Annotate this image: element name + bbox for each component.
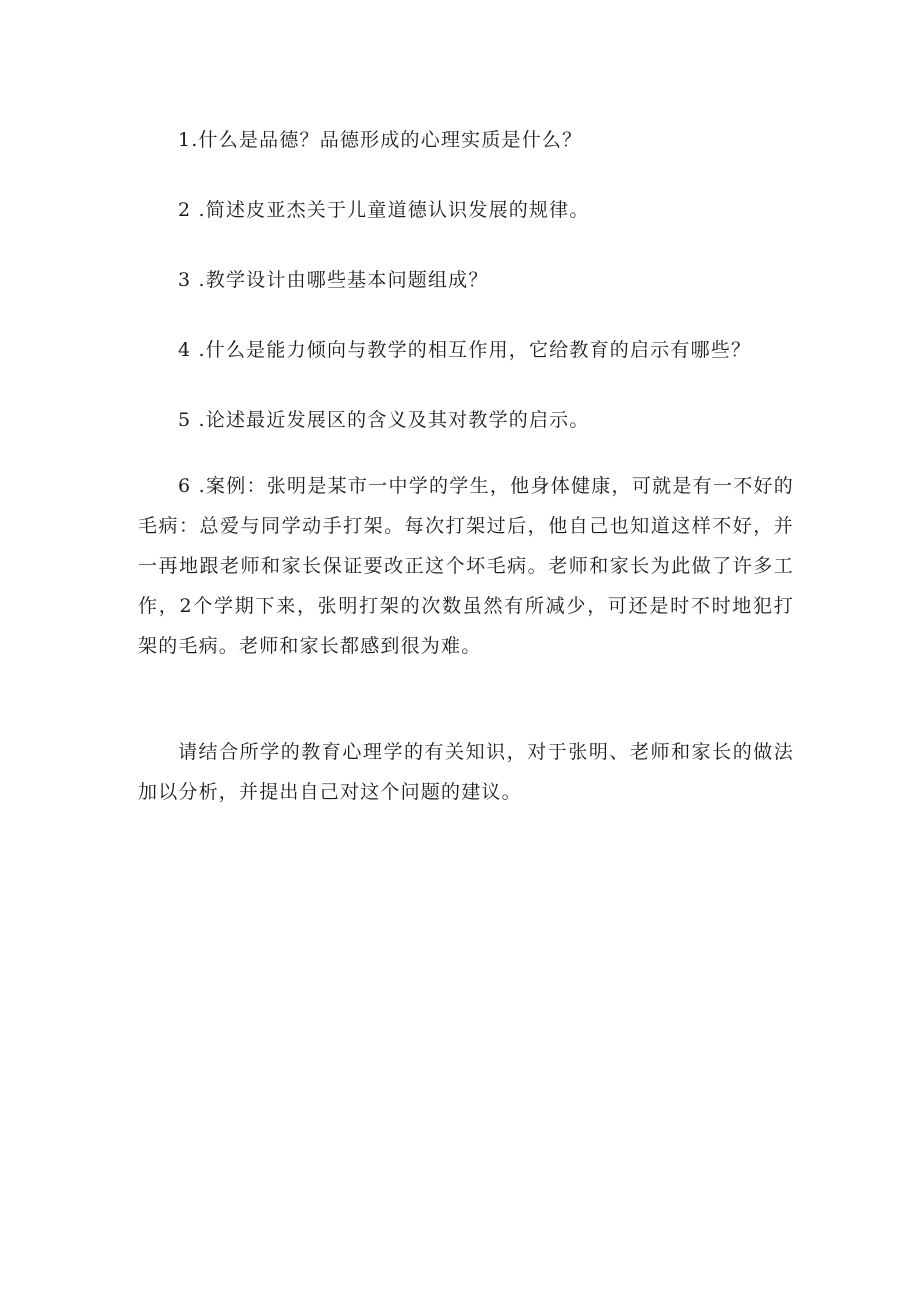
- question-3: 3 .教学设计由哪些基本问题组成？: [178, 269, 489, 291]
- question-4: 4 .什么是能力倾向与教学的相互作用，它给教育的启示有哪些？: [178, 339, 752, 361]
- case-study-paragraph: 6 .案例：张明是某市一中学的学生，他身体健康，可就是有一不好的毛病：总爱与同学动手打架。每次打架过后，他自己也知道这样不好，并一再地跟老师和家长保证要改正这个坏毛病。老师和家长为此做了许多工作，2个学期下来，张明打架的次数虽然有所减少，可还是时不时地犯打架的毛病。老师和家长都感到很为难。: [138, 475, 794, 657]
- analysis-prompt-paragraph: 请结合所学的教育心理学的有关知识，对于张明、老师和家长的做法加以分析，并提出自己对这个问题的建议。: [138, 741, 794, 803]
- question-1: 1.什么是品德？品德形成的心理实质是什么？: [178, 129, 583, 151]
- question-2: 2 .简述皮亚杰关于儿童道德认识发展的规律。: [178, 199, 590, 221]
- question-5: 5 .论述最近发展区的含义及其对教学的启示。: [178, 409, 590, 431]
